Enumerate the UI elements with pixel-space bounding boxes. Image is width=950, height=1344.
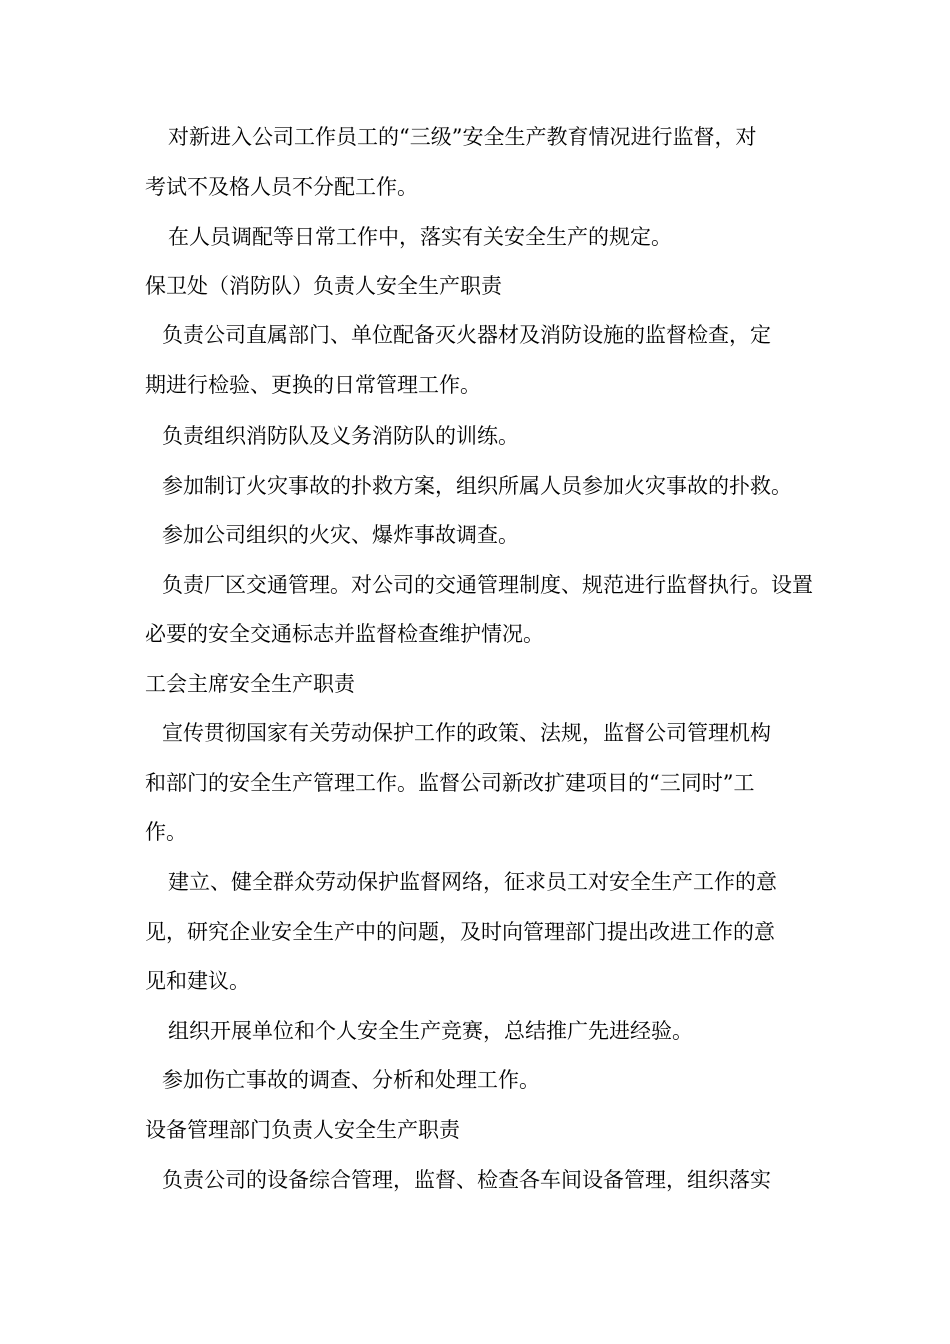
paragraph-line: 参加伤亡事故的调查、分析和处理工作。 — [162, 1068, 540, 1092]
paragraph-line: 负责公司直属部门、单位配备灭火器材及消防设施的监督检查，定 — [162, 323, 771, 347]
paragraph-line: 负责组织消防队及义务消防队的训练。 — [162, 424, 519, 448]
paragraph-line: 负责公司的设备综合管理，监督、检查各车间设备管理，组织落实 — [162, 1168, 771, 1192]
paragraph-line: 建立、健全群众劳动保护监督网络，征求员工对安全生产工作的意 — [168, 870, 777, 894]
paragraph-line: 组织开展单位和个人安全生产竞赛，总结推广先进经验。 — [168, 1019, 693, 1043]
paragraph-line: 见，研究企业安全生产中的问题，及时向管理部门提出改进工作的意 — [145, 920, 775, 944]
paragraph-line: 期进行检验、更换的日常管理工作。 — [145, 373, 481, 397]
section-heading: 设备管理部门负责人安全生产职责 — [145, 1118, 460, 1142]
paragraph-line: 必要的安全交通标志并监督检查维护情况。 — [145, 622, 544, 646]
section-heading: 工会主席安全生产职责 — [145, 672, 355, 696]
paragraph-line: 在人员调配等日常工作中，落实有关安全生产的规定。 — [168, 225, 672, 249]
paragraph-line: 负责厂区交通管理。对公司的交通管理制度、规范进行监督执行。设置 — [162, 573, 813, 597]
paragraph-line: 对新进入公司工作员工的“三级”安全生产教育情况进行监督，对 — [168, 125, 757, 149]
paragraph-line: 作。 — [145, 820, 187, 844]
paragraph-line: 宣传贯彻国家有关劳动保护工作的政策、法规，监督公司管理机构 — [162, 721, 771, 745]
paragraph-line: 参加制订火灾事故的扑救方案，组织所属人员参加火灾事故的扑救。 — [162, 474, 792, 498]
paragraph-line: 参加公司组织的火灾、爆炸事故调查。 — [162, 523, 519, 547]
paragraph-line: 和部门的安全生产管理工作。监督公司新改扩建项目的“三同时”工 — [145, 771, 755, 795]
paragraph-line: 考试不及格人员不分配工作。 — [145, 175, 418, 199]
paragraph-line: 见和建议。 — [145, 969, 250, 993]
section-heading: 保卫处（消防队）负责人安全生产职责 — [145, 274, 502, 298]
